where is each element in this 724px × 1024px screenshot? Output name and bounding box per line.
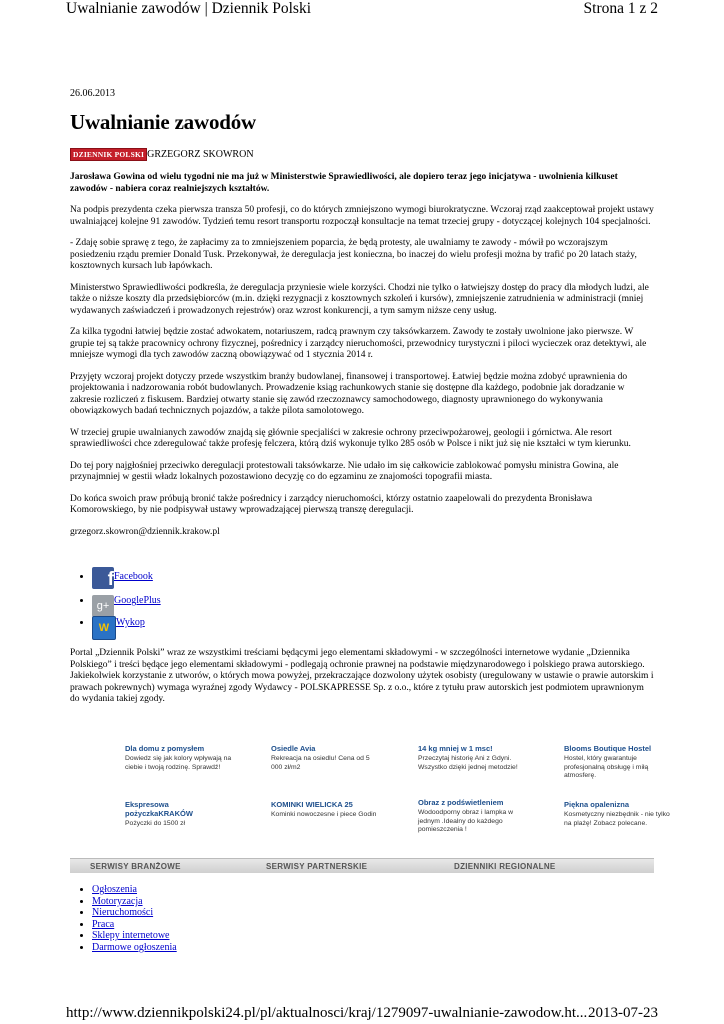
article-title: Uwalnianie zawodów — [70, 110, 256, 134]
article-paragraph: Na podpis prezydenta czeka pierwsza transza 50 profesji, co do których zmniejszono wymogi biurokratyczne. Wczoraj rząd zaakceptował projekt ustawy uwalniającej kolejne 91 zawodów. Tydzień temu resort transportu rozpoczął konsultacje na temat trzeciej grupy - dotyczącej kolejnych 104 specjalności. — [70, 205, 654, 227]
list-item — [92, 884, 177, 896]
service-link[interactable]: Sklepy internetowe — [92, 930, 170, 942]
article-paragraph: Do końca swoich praw próbują bronić także pośrednicy i zarządcy nieruchomości, którzy ostatnio zaapelowali do prezydenta Bronisława Komorowskiego, by nie podpisywał ustawy wprowadzającej pierwszą transzę deregulacji. — [70, 493, 593, 515]
ad-headline[interactable]: Ekspresowa pożyczkaKRAKÓW — [125, 800, 193, 818]
print-footer-date: 2013-07-23 — [588, 1005, 658, 1021]
list-item — [92, 919, 177, 931]
article-paragraph: Za kilka tygodni łatwiej będzie zostać adwokatem, notariuszem, radcą prawnym czy taksówkarzem. Zawody te zostały uwolnione jako pierwsze. W grupie tej są także pracownicy ochrony fizycznej, pośrednicy i zarządcy nieruchomości, przewodnicy turystyczni i piloci wycieczek oraz detektywi, ale mniejsze wymogi dla tych zawodów zaczną obowiązywać od 1 stycznia 2014 r. — [70, 327, 647, 360]
service-link[interactable]: Darmowe ogłoszenia — [92, 941, 177, 953]
print-footer — [0, 1004, 724, 1024]
ad-text: Kominki nowoczesne i piece Godin — [271, 811, 377, 818]
article-paragraph: W trzeciej grupie uwalnianych zawodów znajdą się głównie specjaliści w zakresie ochrony przeciwpożarowej, geologii i górnictwa. Ale resort sprawiedliwości chce zderegulować także profesję felczera, którą dziś wykonuje tylko 285 osób w Polsce i nikt już się nie kształci w tym kierunku. — [70, 427, 631, 449]
service-link[interactable]: Ogłoszenia — [92, 884, 137, 895]
wykop-icon[interactable]: W — [92, 616, 116, 640]
print-header — [0, 0, 724, 20]
ad-item[interactable] — [271, 744, 381, 772]
facebook-icon[interactable]: f — [92, 567, 114, 589]
ad-text: Pożyczki do 1500 zł — [125, 820, 186, 827]
share-googleplus-link[interactable]: GooglePlus — [114, 595, 161, 606]
share-item-facebook — [92, 566, 161, 588]
share-item-wykop — [92, 612, 161, 634]
ad-headline[interactable]: Osiedle Avia — [271, 744, 316, 753]
article-paragraph: Do tej pory najgłośniej przeciwko deregulacji protestowali taksówkarze. Nie udało im się całkowicie zablokować pomysłu ministra Gowina, ale przynajmniej w gestii władz lokalnych pozostawiono decyzję co do egzaminu ze znajomości topografii miasta. — [70, 460, 619, 482]
article-lead: Jarosława Gowina od wielu tygodni nie ma już w Ministerstwie Sprawiedliwości, ale dopiero teraz jego inicjatywa - uwolnienia kilkuset zawodów - nabiera coraz realniejszych kształtów. — [70, 172, 618, 194]
list-item — [92, 930, 177, 942]
article-paragraph: Ministerstwo Sprawiedliwości podkreśla, że deregulacja przyniesie wiele korzyści. Chodzi nie tylko o łatwiejszy dostęp do pracy dla młodych ludzi, ale także o niższe koszty dla przedsiębiorców (m.in. dzięki rezygnacji z kosztownych szkoleń i kursów), zmniejszenie zatrudnienia w administracji (mniej wydawanych zaświadczeń i prowadzonych rejestrów) oraz wzrost konkurencji, a tym samym niższe ceny usług. — [70, 282, 649, 316]
services-list — [70, 884, 177, 954]
ad-headline[interactable]: KOMINKI WIELICKA 25 — [271, 800, 353, 809]
googleplus-icon[interactable]: g+ — [92, 595, 114, 617]
list-item — [92, 896, 177, 908]
article-author: GRZEGORZ SKOWRON — [147, 149, 254, 160]
article-paragraph: - Zdaję sobie sprawę z tego, że zapłacimy za to zmniejszeniem poparcia, że będą protesty, ale uwalniamy te zawody - mówił po wczorajszym posiedzeniu rządu premier Donald Tusk. Przekonywał, że deregulacja jest konieczna, bo inaczej do wielu profesji można by trafić po 20 latach staży, kosztownych kursach lub łapówkach. — [70, 238, 637, 271]
services-bar — [70, 858, 654, 873]
service-link[interactable]: Motoryzacja — [92, 895, 143, 907]
ad-item[interactable] — [564, 744, 674, 781]
article-paragraph: Przyjęty wczoraj projekt dotyczy przede wszystkim branży budowlanej, finansowej i transportowej. Łatwiej będzie można zdobyć uprawnienia do projektowania i nadzorowania robót budowlanych. Prowadzenie ksiąg rachunkowych stanie się dostępne dla każdego, podobnie jak doradzanie w zakresie rozliczeń z fiskusem. Bardziej otwarty stanie się zawód rzeczoznawcy samochodowego, diagnosty uprawnionego do wykonywania obowiązkowych badań technicznych pojazdów, a także pilota samolotowego. — [70, 371, 628, 416]
tab-serwisy-branzowe[interactable]: SERWISY BRANŻOWE — [90, 862, 181, 871]
ad-text: Wodoodporny obraz i lampka w jednym .Idealny do każdego pomieszczenia ! — [418, 809, 514, 833]
print-page-number: Strona 1 z 2 — [583, 0, 658, 17]
ad-item[interactable] — [271, 800, 381, 820]
ad-headline[interactable]: 14 kg mniej w 1 msc! — [418, 744, 493, 753]
copyright-notice: Portal „Dziennik Polski” wraz ze wszystkimi treściami będącymi jego elementami składowymi - w szczególności internetowe wydanie „Dziennika Polskiego” i treści będące jego elementami składowymi - podlegają ochronie prawnej na podstawie międzynarodowego i polskiego prawa autorskiego. Jakiekolwiek korzystanie z utworów, o których mowa powyżej, przekraczające dozwolony użytek osobisty (uregulowany w ustawie o prawie autorskim i prawach pokrewnych) wymaga wyraźnej zgody Wydawcy - POLSKAPRESSE Sp. z o.o., które z tytułu praw autorskich jest podmiotem uprawnionym do wydania takiej zgody. — [70, 648, 654, 704]
ad-headline[interactable]: Piękna opalenizna — [564, 800, 630, 809]
ad-item[interactable] — [125, 800, 235, 829]
ad-text: Hostel, który gwarantuje profesjonalną obsługę i miłą atmosferę. — [564, 755, 649, 779]
list-item — [92, 907, 177, 919]
share-wykop-link[interactable]: Wykop — [116, 617, 145, 628]
byline — [70, 148, 254, 161]
author-email: grzegorz.skowron@dziennik.krakow.pl — [70, 526, 220, 537]
tab-dzienniki-regionalne[interactable]: DZIENNIKI REGIONALNE — [454, 862, 556, 871]
ad-headline[interactable]: Blooms Boutique Hostel — [564, 744, 652, 753]
ad-text: Przeczytaj historię Ani z Gdyni. Wszystko dzięki jednej metodzie! — [418, 755, 518, 771]
print-header-title: Uwalnianie zawodów | Dziennik Polski — [66, 0, 312, 17]
service-link[interactable]: Praca — [92, 918, 115, 930]
ad-item[interactable] — [418, 744, 528, 772]
article-date: 26.06.2013 — [70, 88, 115, 99]
social-share-list — [70, 566, 161, 634]
ad-item[interactable] — [418, 798, 528, 835]
ad-headline[interactable]: Obraz z podświetleniem — [418, 798, 504, 807]
ad-text: Rekreacja na osiedlu! Cena od 5 000 zł/m2 — [271, 755, 370, 771]
tab-serwisy-partnerskie[interactable]: SERWISY PARTNERSKIE — [266, 862, 368, 871]
ad-headline[interactable]: Dla domu z pomysłem — [125, 744, 205, 753]
ad-item[interactable] — [564, 800, 674, 828]
ad-text: Kosmetyczny niezbędnik - nie tylko na plażę! Zobacz polecane. — [564, 811, 670, 827]
list-item — [92, 942, 177, 954]
print-footer-url: http://www.dziennikpolski24.pl/pl/aktualnosci/kraj/1279097-uwalnianie-zawodow.ht... — [66, 1005, 588, 1021]
dziennik-polski-logo: DZIENNIK POLSKI — [70, 148, 147, 161]
share-item-googleplus — [92, 590, 161, 612]
article-body — [70, 172, 654, 548]
service-link[interactable]: Nieruchomości — [92, 907, 154, 919]
share-facebook-link[interactable]: Facebook — [114, 571, 153, 582]
ad-text: Dowiedz się jak kolory wpływają na ciebie i twoją rodzinę. Sprawdź! — [125, 755, 232, 771]
ad-item[interactable] — [125, 744, 235, 772]
